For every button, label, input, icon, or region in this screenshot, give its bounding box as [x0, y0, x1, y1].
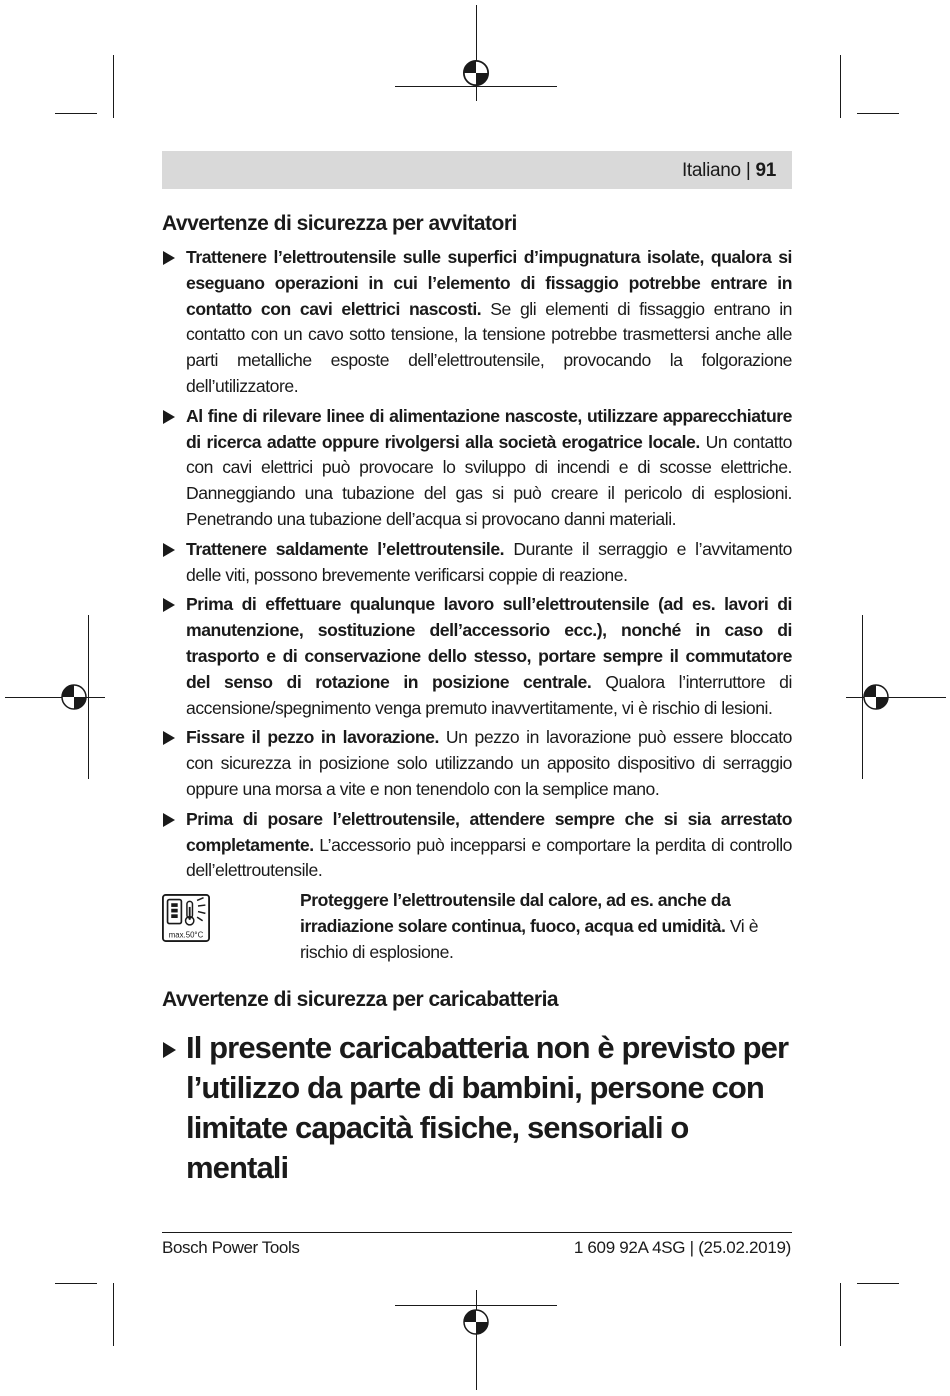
registration-mark-icon	[457, 1303, 495, 1341]
warning-item: Fissare il pezzo in lavorazione. Un pezzo in lavorazione può essere bloccato con sicurezza in posizione solo utilizzando un apposito dispositivo di serraggio oppure una morsa a vite e non tenendolo con la semplice mano.	[162, 725, 792, 802]
crop-mark	[857, 113, 899, 114]
registration-mark-icon	[55, 678, 93, 716]
section-title-charger: Avvertenze di sicurezza per caricabatteria	[162, 988, 559, 1012]
bullet-icon	[163, 543, 175, 557]
warning-item: Al fine di rilevare linee di alimentazione nascoste, utilizzare apparecchiature di ricerca adatte oppure rivolgersi alla società erogatrice locale. Un contatto con cavi elettrici può provocare lo sviluppo di incendi e di scosse elettriche. Danneggiando una tubazione del gas si può creare il pericolo di esplosioni. Penetrando una tubazione dell’acqua si provocano danni materiali.	[162, 404, 792, 533]
page-number: 91	[755, 160, 776, 181]
footer-rule	[162, 1232, 792, 1233]
warning-item: Trattenere l’elettroutensile sulle superfici d’impugnatura isolate, qualora si eseguano operazioni in cui l’elemento di fissaggio potrebbe entrare in contatto con cavi elettrici nascosti. Se gli elementi di fissaggio entrano in contatto con un cavo sotto tensione, la tensione potrebbe trasmettersi anche alle parti metalliche esposte dell’elettroutensile, provocando la folgorazione dell’utilizzatore.	[162, 245, 792, 400]
bullet-icon	[163, 410, 175, 424]
bullet-icon	[163, 813, 175, 827]
header-language: Italiano	[681, 160, 741, 181]
footer-brand: Bosch Power Tools	[162, 1238, 300, 1257]
svg-text:max.50°C: max.50°C	[168, 930, 204, 940]
page-content	[162, 210, 792, 1188]
crop-mark	[113, 1283, 114, 1346]
heat-protection-icon	[162, 894, 210, 942]
warning-item: Prima di effettuare qualunque lavoro sull’elettroutensile (ad es. lavori di manutenzione, sostituzione dell’accessorio ecc.), nonché in caso di trasporto e di conservazione dello stesso, portare sempre il commutatore del senso di rotazione in posizione centrale. Qualora l’interruttore di accensione/spegnimento venga premuto inavvertitamente, vi è rischio di lesioni.	[162, 592, 792, 721]
section-title-screwdrivers: Avvertenze di sicurezza per avvitatori	[162, 212, 517, 235]
footer-doc-id: 1 609 92A 4SG | (25.02.2019)	[573, 1238, 791, 1257]
bullet-icon	[163, 598, 175, 612]
crop-mark	[840, 55, 841, 118]
crop-mark	[857, 1283, 899, 1284]
crop-mark	[55, 113, 97, 114]
crop-mark	[840, 1283, 841, 1346]
bullet-icon	[163, 731, 175, 745]
crop-mark	[55, 1283, 97, 1284]
crop-mark	[113, 55, 114, 118]
registration-mark-icon	[457, 54, 495, 92]
header-text: Italiano | 91	[681, 160, 776, 181]
heat-warning-text: Proteggere l’elettroutensile dal calore, ad es. anche da irradiazione solare continua, fuoco, acqua ed umidità. Vi è rischio di esplosione.	[300, 890, 759, 962]
heat-warning	[162, 888, 792, 966]
bullet-icon	[163, 1042, 176, 1058]
bullet-icon	[163, 251, 175, 265]
page-header	[162, 151, 792, 189]
charger-warning-item: Il presente caricabatteria non è previsto per l’utilizzo da parte di bambini, persone con limitate capacità fisiche, sensoriali o mentali	[162, 1028, 792, 1188]
registration-mark-icon	[857, 678, 895, 716]
warning-item: Prima di posare l’elettroutensile, attendere sempre che si sia arrestato completamente. L’accessorio può incepparsi e comportare la perdita di controllo dell’elettroutensile.	[162, 807, 792, 884]
warning-item: Trattenere saldamente l’elettroutensile. Durante il serraggio e l’avvitamento delle viti, possono brevemente verificarsi coppie di reazione.	[162, 537, 792, 589]
